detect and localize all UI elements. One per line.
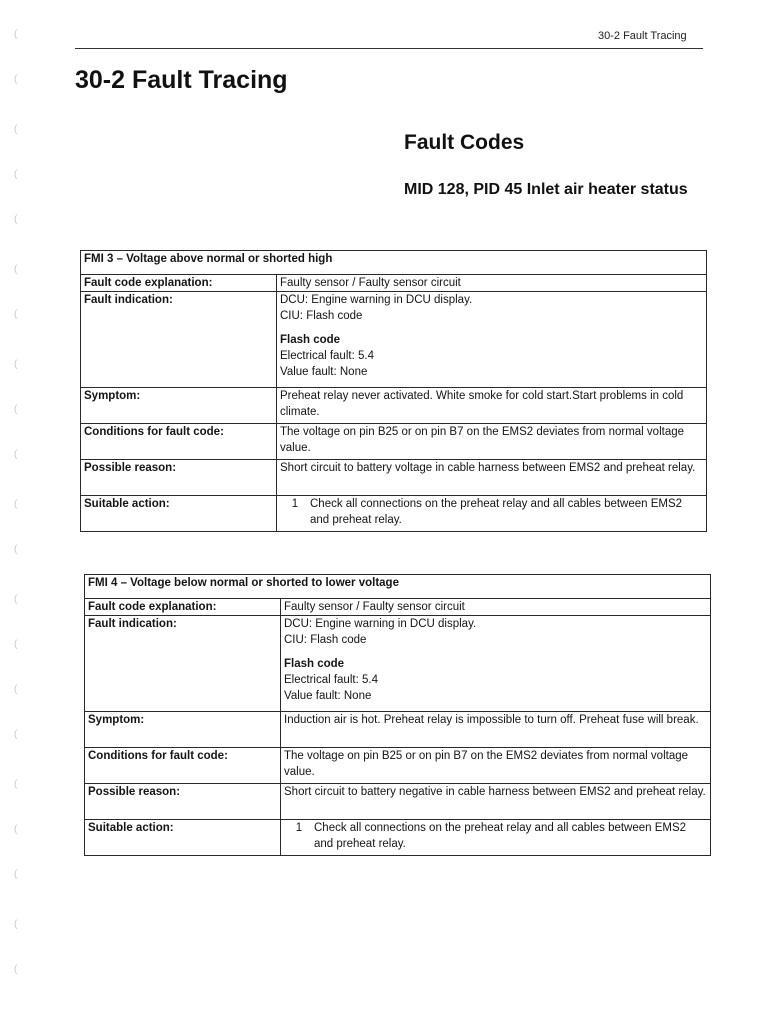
running-header: 30-2 Fault Tracing	[598, 30, 687, 42]
fault-indication-line: CIU: Flash code	[284, 634, 367, 646]
header-rule	[75, 48, 703, 49]
symptom-value: Preheat relay never activated. White smoke for cold start.Start problems in cold climate.	[277, 388, 707, 424]
table-title: FMI 3 – Voltage above normal or shorted high	[81, 251, 707, 275]
row-label: Possible reason:	[85, 784, 281, 820]
table-title: FMI 4 – Voltage below normal or shorted to lower voltage	[85, 575, 711, 599]
row-label: Suitable action:	[81, 496, 277, 532]
action-text: Check all connections on the preheat relay and all cables between EMS2 and preheat relay.	[314, 822, 687, 850]
flash-code-line: Electrical fault: 5.4	[280, 350, 374, 362]
fmi-4-table	[84, 574, 711, 856]
row-label: Fault indication:	[85, 616, 281, 712]
row-label: Fault code explanation:	[85, 599, 281, 616]
fault-code-explanation-value: Faulty sensor / Faulty sensor circuit	[281, 599, 711, 616]
fault-indication-line: DCU: Engine warning in DCU display.	[284, 618, 477, 630]
fault-code-explanation-value: Faulty sensor / Faulty sensor circuit	[277, 275, 707, 292]
suitable-action-value	[281, 820, 711, 856]
fault-indication-value	[277, 292, 707, 388]
action-number: 1	[291, 498, 299, 510]
row-label: Possible reason:	[81, 460, 277, 496]
subsection-title: MID 128, PID 45 Inlet air heater status	[404, 181, 688, 198]
row-label: Conditions for fault code:	[85, 748, 281, 784]
row-label: Fault indication:	[81, 292, 277, 388]
action-number: 1	[295, 822, 303, 834]
conditions-value: The voltage on pin B25 or on pin B7 on the EMS2 deviates from normal voltage value.	[277, 424, 707, 460]
flash-code-line: Value fault: None	[280, 366, 368, 378]
binding-margin-marks: ( ( ( ( ( ( ( ( ( ( ( ( ( ( ( ( ( ( ( ( (	[14, 29, 18, 975]
flash-code-heading: Flash code	[280, 334, 341, 346]
conditions-value: The voltage on pin B25 or on pin B7 on the EMS2 deviates from normal voltage value.	[281, 748, 711, 784]
fault-indication-value	[281, 616, 711, 712]
fault-indication-line: CIU: Flash code	[280, 310, 363, 322]
symptom-value: Induction air is hot. Preheat relay is impossible to turn off. Preheat fuse will break.	[281, 712, 711, 748]
possible-reason-value: Short circuit to battery negative in cable harness between EMS2 and preheat relay.	[281, 784, 711, 820]
row-label: Symptom:	[81, 388, 277, 424]
fmi-3-table	[80, 250, 707, 532]
suitable-action-value	[277, 496, 707, 532]
row-label: Suitable action:	[85, 820, 281, 856]
row-label: Symptom:	[85, 712, 281, 748]
row-label: Fault code explanation:	[81, 275, 277, 292]
flash-code-heading: Flash code	[284, 658, 345, 670]
section-title: Fault Codes	[404, 131, 525, 154]
flash-code-line: Value fault: None	[284, 690, 372, 702]
page-title: 30-2 Fault Tracing	[75, 66, 288, 94]
row-label: Conditions for fault code:	[81, 424, 277, 460]
fault-indication-line: DCU: Engine warning in DCU display.	[280, 294, 473, 306]
action-text: Check all connections on the preheat relay and all cables between EMS2 and preheat relay.	[310, 498, 683, 526]
possible-reason-value: Short circuit to battery voltage in cable harness between EMS2 and preheat relay.	[277, 460, 707, 496]
flash-code-line: Electrical fault: 5.4	[284, 674, 378, 686]
